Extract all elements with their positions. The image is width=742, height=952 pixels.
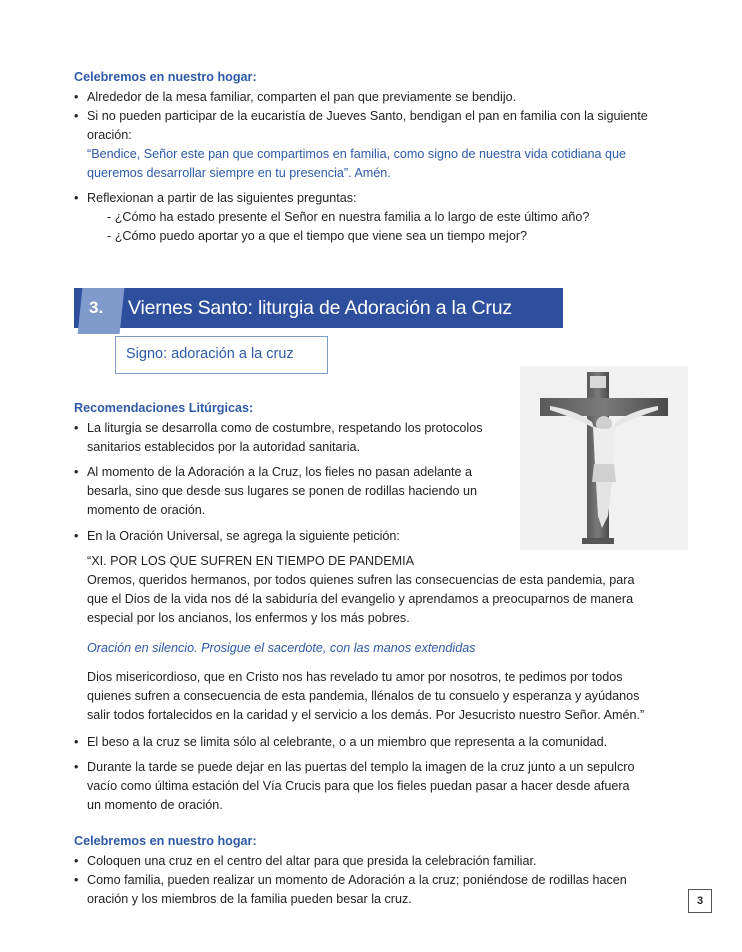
home-heading: Celebremos en nuestro hogar: bbox=[74, 834, 257, 848]
prayer-block bbox=[87, 668, 672, 725]
petition-line1: Oremos, queridos hermanos, por todos quienes sufren las consecuencias de esta pandemia, para bbox=[87, 573, 635, 587]
rec-bullet-1-line2: sanitarios establecidos por la autoridad sanitaria. bbox=[87, 440, 361, 454]
home-bullet-2 bbox=[74, 871, 674, 909]
prayer-line3: salir todos fortalecidos en la caridad y el servicio a los demás. Por Jesucristo nuestro Señor. Amén.” bbox=[87, 708, 645, 722]
bullet-marker: • bbox=[74, 90, 79, 104]
prayer-line1: Dios misericordioso, que en Cristo nos has revelado tu amor por nosotros, te pedimos por todos bbox=[87, 670, 623, 684]
intro-heading: Celebremos en nuestro hogar: bbox=[74, 70, 257, 84]
petition-line3: especial por los ancianos, los enfermos y los más pobres. bbox=[87, 611, 410, 625]
intro-bullet-1 bbox=[74, 88, 674, 107]
rec-bullet-5-line3: un momento de oración. bbox=[87, 798, 223, 812]
intro-question-2: - ¿Cómo puedo aportar yo a que el tiempo que viene sea un tiempo mejor? bbox=[107, 229, 528, 243]
bullet-marker: • bbox=[74, 109, 79, 123]
rec-bullet-3 bbox=[74, 527, 674, 546]
prayer-line2: quienes sufren a consecuencia de esta pandemia, llénalos de tu consuelo y esperanza y ayúdanos bbox=[87, 689, 640, 703]
rec-bullet-1-line1: La liturgia se desarrolla como de costumbre, respetando los protocolos bbox=[87, 421, 483, 435]
section-title: Viernes Santo: liturgia de Adoración a la Cruz bbox=[128, 297, 512, 319]
page-number: 3 bbox=[688, 889, 712, 913]
intro-bullet-2 bbox=[74, 107, 674, 183]
petition-title: “XI. POR LOS QUE SUFREN EN TIEMPO DE PANDEMIA bbox=[87, 554, 415, 568]
bullet-marker: • bbox=[74, 529, 79, 543]
rec-bullet-2-line1: Al momento de la Adoración a la Cruz, los fieles no pasan adelante a bbox=[87, 465, 473, 479]
bullet-marker: • bbox=[74, 191, 79, 205]
crucifix-image bbox=[520, 366, 688, 550]
signo-label: Signo: adoración a la cruz bbox=[126, 346, 294, 362]
rec-bullet-4-text: El beso a la cruz se limita sólo al celebrante, o a un miembro que representa a la comunidad. bbox=[87, 735, 608, 749]
intro-question-1: - ¿Cómo ha estado presente el Señor en nuestra familia a lo largo de este último año? bbox=[107, 210, 590, 224]
home-bullet-1-text: Coloquen una cruz en el centro del altar para que presida la celebración familiar. bbox=[87, 854, 537, 868]
bullet-marker: • bbox=[74, 735, 79, 749]
rec-bullet-4 bbox=[74, 733, 674, 752]
home-bullet-1 bbox=[74, 852, 674, 871]
rec-bullet-5-line2: vacío como última estación del Vía Crucis para que los fieles puedan pasar a hacer desde afuera bbox=[87, 779, 630, 793]
rec-bullet-5-line1: Durante la tarde se puede dejar en las puertas del templo la imagen de la cruz junto a un sepulcro bbox=[87, 760, 635, 774]
bullet-marker: • bbox=[74, 421, 79, 435]
rec-bullet-3-text: En la Oración Universal, se agrega la siguiente petición: bbox=[87, 529, 400, 543]
petition-line2: que el Dios de la vida nos dé la sabiduría del evangelio y aprendamos a preocuparnos de manera bbox=[87, 592, 634, 606]
rec-bullet-5 bbox=[74, 758, 674, 815]
home-bullet-2-line2: oración y los miembros de la familia pueden besar la cruz. bbox=[87, 892, 412, 906]
intro-bullet-3 bbox=[74, 189, 674, 208]
recommendations-heading: Recomendaciones Litúrgicas: bbox=[74, 401, 254, 415]
rec-bullet-2 bbox=[74, 463, 520, 520]
bullet-marker: • bbox=[74, 760, 79, 774]
intro-bullet-2-line1: Si no pueden participar de la eucaristía de Jueves Santo, bendigan el pan en familia con la siguiente bbox=[87, 109, 648, 123]
rec-bullet-2-line3: momento de oración. bbox=[87, 503, 206, 517]
intro-bullet-3-text: Reflexionan a partir de las siguientes preguntas: bbox=[87, 191, 357, 205]
intro-bullet-1-text: Alrededor de la mesa familiar, comparten el pan que previamente se bendijo. bbox=[87, 90, 517, 104]
intro-quote-line2: queremos desarrollar siempre en tu presencia”. Amén. bbox=[87, 166, 391, 180]
intro-bullet-2-line2: oración: bbox=[87, 128, 132, 142]
section-number: 3. bbox=[89, 298, 104, 317]
petition-block bbox=[87, 552, 672, 628]
bullet-marker: • bbox=[74, 854, 79, 868]
bullet-marker: • bbox=[74, 465, 79, 479]
rec-bullet-1 bbox=[74, 419, 520, 457]
bullet-marker: • bbox=[74, 873, 79, 887]
intro-quote-line1: “Bendice, Señor este pan que compartimos en familia, como signo de nuestra vida cotidiana que bbox=[87, 147, 627, 161]
rubric-text: Oración en silencio. Prosigue el sacerdote, con las manos extendidas bbox=[87, 641, 476, 655]
rec-bullet-2-line2: besarla, sino que desde sus lugares se ponen de rodillas haciendo un bbox=[87, 484, 477, 498]
home-bullet-2-line1: Como familia, pueden realizar un momento de Adoración a la cruz; poniéndose de rodillas hacen bbox=[87, 873, 627, 887]
